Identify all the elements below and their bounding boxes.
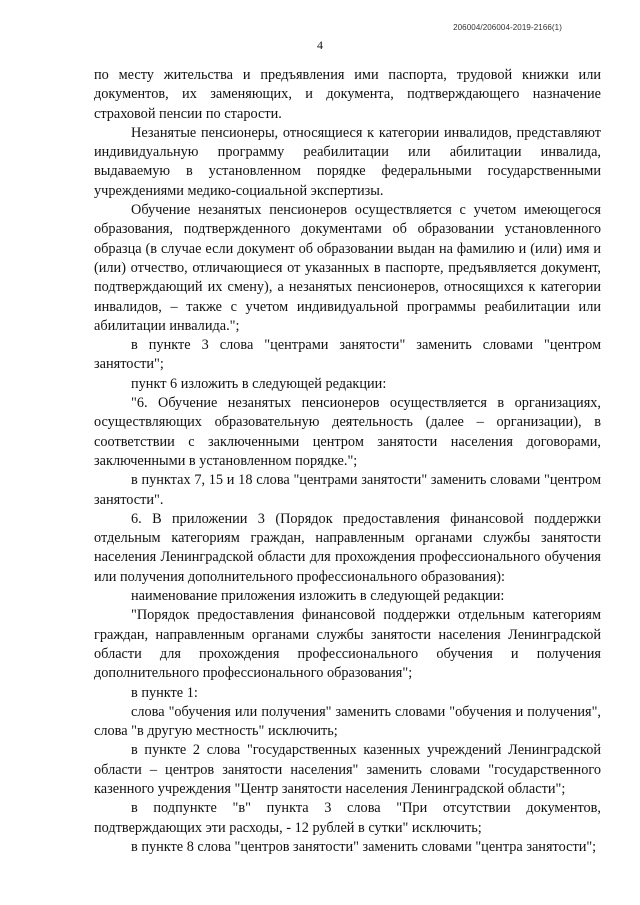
paragraph-11: в пункте 1: <box>131 684 198 701</box>
paragraph-7: в пунктах 7, 15 и 18 слова "центрами занятости" заменить словами "центром занятости". <box>94 472 601 508</box>
paragraph-4: в пункте 3 слова "центрами занятости" заменить словами "центром занятости"; <box>94 337 601 373</box>
paragraph-3: Обучение незанятых пенсионеров осуществляется с учетом имеющегося образования, подтвержденного документами об образовании установленного образца (в случае если документ об образовании выдан на фамилию и (или) имя и (или) отчество, отличающиеся от указанных в паспорте, предъявляется документ, подтверждающий их смену), а незанятых пенсионеров, относящихся к категории инвалидов, – также с учетом индивидуальной программы реабилитации или абилитации инвалида."; <box>94 202 601 334</box>
paragraph-9: наименование приложения изложить в следующей редакции: <box>131 588 505 605</box>
paragraph-14: в подпункте "в" пункта 3 слова "При отсутствии документов, подтверждающих эти расходы, - 12 рублей в сутки" исключить; <box>94 800 601 836</box>
paragraph-15: в пункте 8 слова "центров занятости" заменить словами "центра занятости"; <box>131 838 597 855</box>
page-number: 4 <box>317 38 323 52</box>
paragraph-2: Незанятые пенсионеры, относящиеся к категории инвалидов, представляют индивидуальную программу реабилитации или абилитации инвалида, выдаваемую в установленном порядке федеральными государственными учреждениями медико-социальной экспертизы. <box>94 124 601 199</box>
paragraph-12: слова "обучения или получения" заменить словами "обучения и получения", слова "в другую местность" исключить; <box>94 703 601 740</box>
paragraph-10: "Порядок предоставления финансовой поддержки отдельным категориям граждан, направленным органами службы занятости населения Ленинградской области для прохождения профессионального обучения и получения дополнительного профессионального образования"; <box>94 607 601 682</box>
document-body <box>94 66 601 857</box>
paragraph-8: 6. В приложении 3 (Порядок предоставления финансовой поддержки отдельным категориям граждан, направленным органами службы занятости населения Ленинградской области для прохождения профессионального обучения или получения дополнительного профессионального образования): <box>94 510 601 585</box>
paragraph-13: в пункте 2 слова "государственных казенных учреждений Ленинградской области – центров занятости населения" заменить словами "государственного казенного учреждения "Центр занятости населения Ленинградской области"; <box>94 742 601 797</box>
document-id: 206004/206004-2019-2166(1) <box>453 23 562 32</box>
paragraph-1: по месту жительства и предъявления ими паспорта, трудовой книжки или документов, их заменяющих, и документа, подтверждающего назначение страховой пенсии по старости. <box>94 67 601 122</box>
paragraph-5: пункт 6 изложить в следующей редакции: <box>131 375 387 392</box>
paragraph-6: "6. Обучение незанятых пенсионеров осуществляется в организациях, осуществляющих образовательную деятельность (далее – организации), в соответствии с заключенными центром занятости населения договорами, заключенными в установленном порядке."; <box>94 395 601 469</box>
